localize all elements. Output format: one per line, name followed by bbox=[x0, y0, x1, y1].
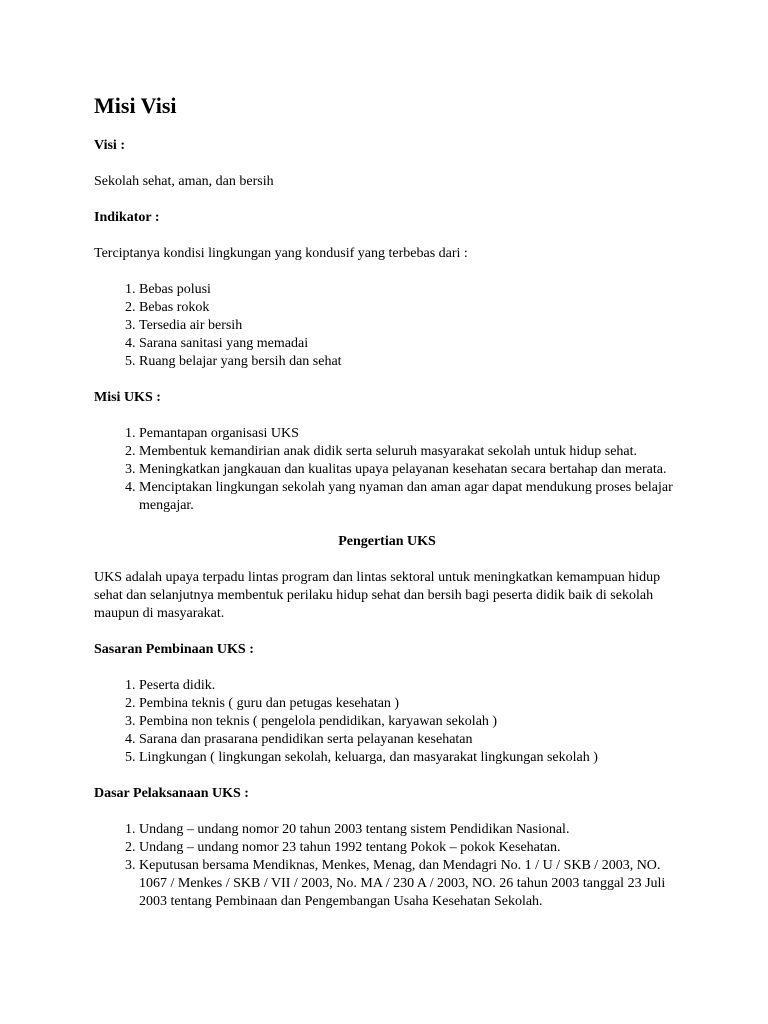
list-item: 3. Keputusan bersama Mendiknas, Menkes, Menag, dan Mendagri No. 1 / U / SKB / 2003, NO. 1067 / Menkes / SKB / VII / 2003, No. MA / 230 A / 2003, NO. 26 tahun 2003 tanggal 23 Juli 2003 tentang Pembinaan dan Pengembangan Usaha Kesehatan Sekolah. bbox=[139, 857, 680, 911]
list-item: 1. Undang – undang nomor 20 tahun 2003 tentang sistem Pendidikan Nasional. bbox=[139, 821, 680, 839]
list-item: 2. Bebas rokok bbox=[139, 299, 680, 317]
list-item: 3. Pembina non teknis ( pengelola pendidikan, karyawan sekolah ) bbox=[139, 713, 680, 731]
sasaran-heading: Sasaran Pembinaan UKS : bbox=[94, 642, 254, 657]
list-item: 1. Pemantapan organisasi UKS bbox=[139, 425, 680, 443]
list-item: 2. Pembina teknis ( guru dan petugas kesehatan ) bbox=[139, 695, 680, 713]
list-item: 2. Membentuk kemandirian anak didik serta seluruh masyarakat sekolah untuk hidup sehat. bbox=[139, 443, 680, 461]
list-item: 5. Lingkungan ( lingkungan sekolah, keluarga, dan masyarakat lingkungan sekolah ) bbox=[139, 749, 680, 767]
indikator-list bbox=[94, 281, 680, 371]
dasar-heading: Dasar Pelaksanaan UKS : bbox=[94, 786, 249, 801]
document-body bbox=[94, 92, 680, 929]
list-item: 1. Bebas polusi bbox=[139, 281, 680, 299]
list-item: 5. Ruang belajar yang bersih dan sehat bbox=[139, 353, 680, 371]
indikator-intro: Terciptanya kondisi lingkungan yang kondusif yang terbebas dari : bbox=[94, 246, 468, 261]
list-item: 2. Undang – undang nomor 23 tahun 1992 tentang Pokok – pokok Kesehatan. bbox=[139, 839, 680, 857]
misi-list bbox=[94, 425, 680, 515]
list-item: 4. Sarana dan prasarana pendidikan serta pelayanan kesehatan bbox=[139, 731, 680, 749]
dasar-list bbox=[94, 821, 680, 911]
pengertian-text: UKS adalah upaya terpadu lintas program dan lintas sektoral untuk meningkatkan kemampuan hidup sehat dan selanjutnya membentuk perilaku hidup sehat dan bersih bagi peserta didik baik di sekolah maupun di masyarakat. bbox=[94, 570, 661, 621]
misi-heading: Misi UKS : bbox=[94, 390, 161, 405]
list-item: 3. Meningkatkan jangkauan dan kualitas upaya pelayanan kesehatan secara bertahap dan merata. bbox=[139, 461, 680, 479]
indikator-heading: Indikator : bbox=[94, 210, 160, 225]
list-item: 3. Tersedia air bersih bbox=[139, 317, 680, 335]
page-title: Misi Visi bbox=[94, 93, 177, 118]
sasaran-list bbox=[94, 677, 680, 767]
list-item: 4. Sarana sanitasi yang memadai bbox=[139, 335, 680, 353]
list-item: 1. Peserta didik. bbox=[139, 677, 680, 695]
pengertian-heading: Pengertian UKS bbox=[338, 534, 436, 549]
list-item: 4. Menciptakan lingkungan sekolah yang nyaman dan aman agar dapat mendukung proses belajar mengajar. bbox=[139, 479, 680, 515]
visi-text: Sekolah sehat, aman, dan bersih bbox=[94, 174, 274, 189]
visi-heading: Visi : bbox=[94, 138, 125, 153]
